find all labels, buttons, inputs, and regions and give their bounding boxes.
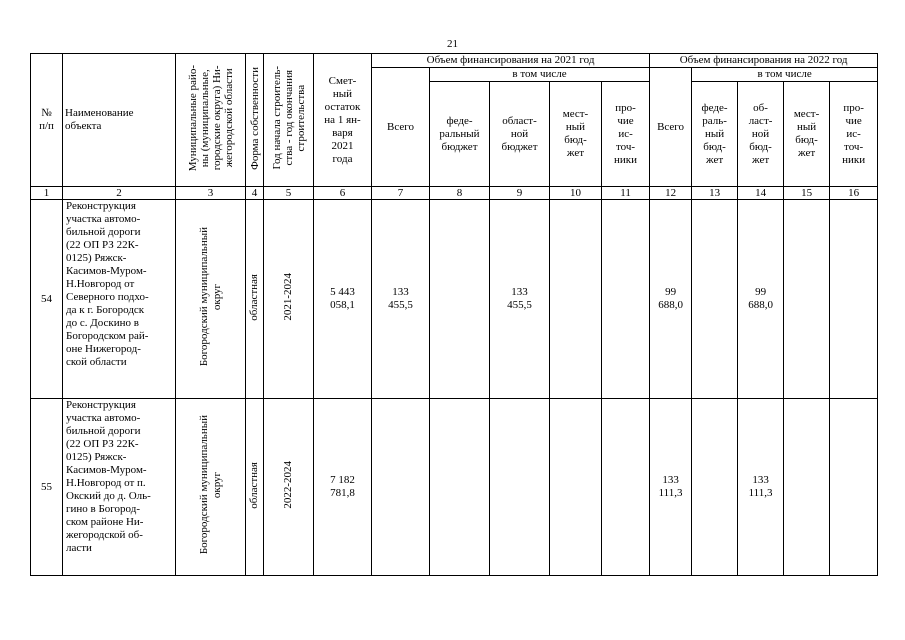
column-number: 8 [430,187,490,200]
row-federal-2022 [692,200,738,399]
column-number: 12 [650,187,692,200]
row-num: 55 [31,399,63,576]
row-other-2021 [602,399,650,576]
header-including-2022: в том числе [692,68,878,82]
row-other-2021 [602,200,650,399]
object-name: Реконструкция участка автомо- бильной дороги (22 ОП РЗ 22К- 0125) Ряжск- Касимов-Муром- Н.Новгород от Северного подхо- да к г. Богородск до с. Доскино в Богородском рай- оне Нижегород- ской области [63,200,176,399]
row-federal-2021 [430,200,490,399]
page-number: 21 [447,38,458,50]
header-including-2021: в том числе [430,68,650,82]
column-number: 10 [550,187,602,200]
column-number: 16 [830,187,878,200]
header-row-1 [31,54,878,68]
row-period: 2022-2024 [264,399,314,576]
row-total-2021: 133 455,5 [372,200,430,399]
row-federal-2021 [430,399,490,576]
header-fin-2022: Объем финансирования на 2022 год [650,54,878,68]
row-period: 2021-2024 [264,200,314,399]
header-local-2022: мест- ный бюд- жет [784,82,830,187]
column-number: 5 [264,187,314,200]
header-regional-2021: област- ной бюджет [490,82,550,187]
header-total-2022: Всего [650,68,692,187]
column-number: 15 [784,187,830,200]
column-number: 9 [490,187,550,200]
column-number: 3 [176,187,246,200]
header-regional-2022: об- ласт- ной бюд- жет [738,82,784,187]
column-number: 7 [372,187,430,200]
row-local-2021 [550,200,602,399]
header-total-2021: Всего [372,68,430,187]
column-number: 6 [314,187,372,200]
table-row [31,399,878,576]
header-balance: Смет- ный остаток на 1 ян- варя 2021 года [314,54,372,187]
financing-table [30,53,878,576]
header-local-2021: мест- ный бюд- жет [550,82,602,187]
object-name: Реконструкция участка автомо- бильной дороги (22 ОП РЗ 22К- 0125) Ряжск- Касимов-Муром- Н.Новгород от п. Окский до д. Оль- гино в Богород- ском районе Ни- жегородской об- ласти [63,399,176,576]
table-row [31,200,878,399]
row-num: 54 [31,200,63,399]
row-other-2022 [830,399,878,576]
column-number: 2 [63,187,176,200]
header-federal-2022: феде- раль- ный бюд- жет [692,82,738,187]
column-number: 4 [246,187,264,200]
row-local-2022 [784,399,830,576]
row-balance: 7 182 781,8 [314,399,372,576]
row-regional-2021 [490,399,550,576]
row-federal-2022 [692,399,738,576]
row-total-2021 [372,399,430,576]
header-num: № п/п [31,54,63,187]
header-ownership: Форма собственности [246,54,264,187]
header-name: Наименование объекта [63,54,176,187]
header-municipality: Муниципальные райо- ны (муниципальные, городские округа) Ни- жегородской области [176,54,246,187]
row-ownership: областная [246,200,264,399]
column-number-row [31,187,878,200]
header-other-2021: про- чие ис- точ- ники [602,82,650,187]
row-municipality: Богородский муниципальный округ [176,399,246,576]
row-total-2022: 133 111,3 [650,399,692,576]
row-municipality: Богородский муниципальный округ [176,200,246,399]
header-federal-2021: феде- ральный бюджет [430,82,490,187]
column-number: 14 [738,187,784,200]
row-other-2022 [830,200,878,399]
column-number: 13 [692,187,738,200]
row-regional-2022: 133 111,3 [738,399,784,576]
row-ownership: областная [246,399,264,576]
column-number: 1 [31,187,63,200]
row-local-2021 [550,399,602,576]
row-regional-2021: 133 455,5 [490,200,550,399]
header-other-2022: про- чие ис- точ- ники [830,82,878,187]
row-balance: 5 443 058,1 [314,200,372,399]
header-fin-2021: Объем финансирования на 2021 год [372,54,650,68]
header-period: Год начала строитель- ства - год окончания строительства [264,54,314,187]
row-total-2022: 99 688,0 [650,200,692,399]
column-number: 11 [602,187,650,200]
row-local-2022 [784,200,830,399]
row-regional-2022: 99 688,0 [738,200,784,399]
